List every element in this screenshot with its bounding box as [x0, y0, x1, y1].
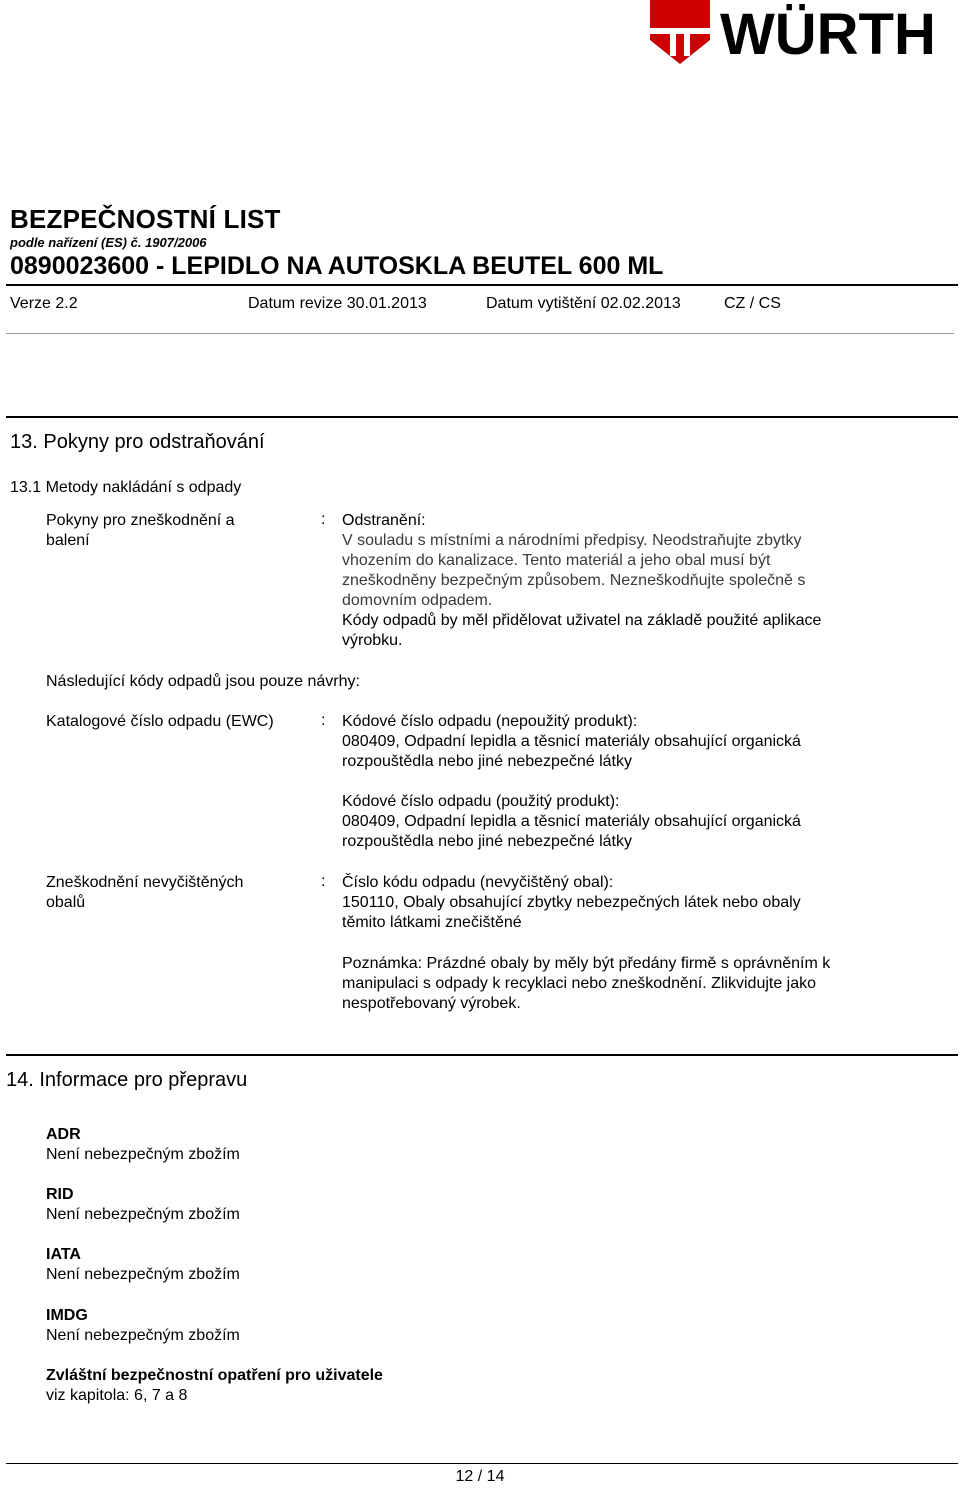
packaging-instructions — [342, 511, 902, 651]
locale: CZ / CS — [724, 295, 781, 312]
product-name: 0890023600 - LEPIDLO NA AUTOSKLA BEUTEL 600 ML — [10, 252, 664, 280]
transport-value-rid: Není nebezpečným zbožím — [46, 1206, 240, 1223]
packaging-line: výrobku. — [342, 632, 403, 649]
uncleaned-line: těmito látkami znečištěné — [342, 914, 522, 931]
ewc-used — [342, 792, 902, 852]
transport-value-imdg: Není nebezpečným zbožím — [46, 1327, 240, 1344]
transport-value-iata: Není nebezpečným zbožím — [46, 1266, 240, 1283]
colon: : — [321, 712, 326, 729]
ewc-used-line: 080409, Odpadní lepidla a těsnicí materiály obsahující organická — [342, 813, 801, 830]
section14-heading: 14. Informace pro přepravu — [6, 1069, 248, 1091]
transport-label-imdg: IMDG — [46, 1307, 88, 1324]
ewc-unused-title: Kódové číslo odpadu (nepoužitý produkt): — [342, 713, 638, 730]
version: Verze 2.2 — [10, 295, 78, 312]
colon: : — [321, 873, 326, 890]
page-number: 12 / 14 — [455, 1468, 505, 1485]
remark-line: manipulaci s odpady k recyklaci nebo zneškodnění. Zlikvidujte jako — [342, 975, 817, 992]
packaging-line: vhozením do kanalizace. Tento materiál a jeho obal musí být — [342, 552, 771, 569]
transport-label-rid: RID — [46, 1186, 74, 1203]
remark-line: nespotřebovaný výrobek. — [342, 995, 521, 1012]
packaging-title: Odstranění: — [342, 512, 426, 529]
uncleaned-line: 150110, Obaly obsahující zbytky nebezpečných látek nebo obaly — [342, 894, 801, 911]
transport-label-adr: ADR — [46, 1126, 81, 1143]
revision-date: Datum revize 30.01.2013 — [248, 295, 427, 312]
ewc-label: Katalogové číslo odpadu (EWC) — [46, 713, 274, 730]
section14-rule — [6, 1054, 958, 1056]
wurth-logo-graphic — [648, 0, 958, 66]
packaging-label: Pokyny pro zneškodnění a balení — [46, 512, 235, 549]
ewc-used-title: Kódové číslo odpadu (použitý produkt): — [342, 793, 620, 810]
packaging-line: domovním odpadem. — [342, 592, 493, 609]
packaging-line: V souladu s místními a národními předpisy. Neodstraňujte zbytky — [342, 532, 802, 549]
special-precautions-label: Zvláštní bezpečnostní opatření pro uživatele — [46, 1367, 383, 1384]
transport-value-adr: Není nebezpečným zbožím — [46, 1146, 240, 1163]
remark-line: Poznámka: Prázdné obaly by měly být předány firmě s oprávněním k — [342, 955, 831, 972]
colon: : — [321, 511, 326, 528]
ewc-used-line: rozpouštědla nebo jiné nebezpečné látky — [342, 833, 632, 850]
meta-rule — [6, 333, 954, 334]
section13-rule — [6, 416, 958, 418]
ewc-unused-line: 080409, Odpadní lepidla a těsnicí materiály obsahující organická — [342, 733, 801, 750]
waste-codes-note: Následující kódy odpadů jsou pouze návrhy: — [46, 673, 360, 690]
header-rule — [6, 284, 958, 286]
section13-heading: 13. Pokyny pro odstraňování — [10, 431, 265, 453]
special-precautions-value: viz kapitola: 6, 7 a 8 — [46, 1387, 188, 1404]
wurth-logo — [648, 0, 958, 66]
ewc-unused — [342, 712, 902, 772]
logo-text: WÜRTH — [720, 2, 936, 66]
packaging-line: zneškodněny bezpečným způsobem. Nezneškodňujte společně s — [342, 572, 806, 589]
document-title: BEZPEČNOSTNÍ LIST — [10, 204, 281, 234]
section13-subheading: 13.1 Metody nakládání s odpady — [10, 479, 242, 496]
ewc-unused-line: rozpouštědla nebo jiné nebezpečné látky — [342, 753, 632, 770]
uncleaned-title: Číslo kódu odpadu (nevyčištěný obal): — [342, 874, 614, 891]
transport-label-iata: IATA — [46, 1246, 81, 1263]
regulation-reference: podle nařízení (ES) č. 1907/2006 — [10, 235, 207, 250]
uncleaned-packaging-label: Zneškodnění nevyčištěných obalů — [46, 874, 244, 911]
remark — [342, 954, 902, 1014]
packaging-line: Kódy odpadů by měl přidělovat uživatel na základě použité aplikace — [342, 612, 822, 629]
uncleaned-packaging — [342, 873, 902, 933]
footer-rule — [6, 1463, 958, 1464]
print-date: Datum vytištění 02.02.2013 — [486, 295, 681, 312]
